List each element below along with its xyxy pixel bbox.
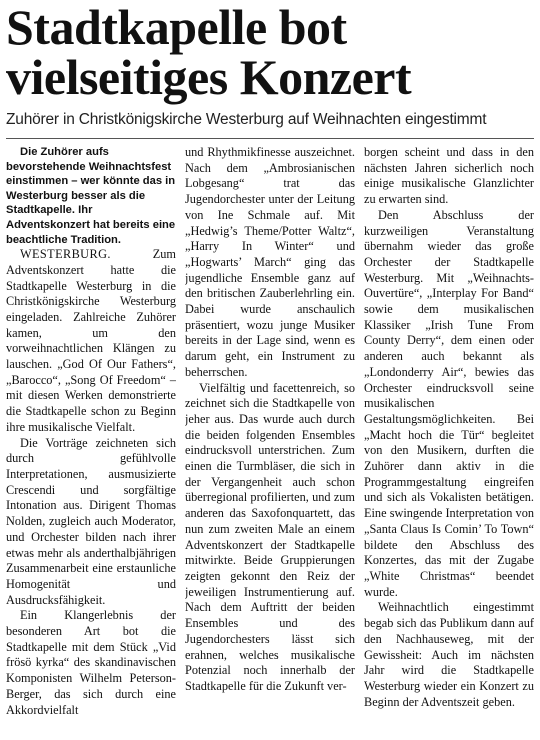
headline-line-1: Stadtkapelle bot [6, 0, 347, 55]
subheadline: Zuhörer in Christkönigskirche Westerburg auf Weihnachten eingestimmt [6, 111, 487, 128]
dateline: WESTERBURG. [20, 247, 111, 262]
paragraph: Den Abschluss der kurzweiligen Veranstaltung übernahm wieder das große Orchester der Stadtkapelle Westerburg. Mit „Weihnachts-Ouvertüre“, „Interplay For Band“ sowie dem musikalischen Klassiker „Irish Tune From County Derry“, dem einen oder anderen auch bekannt als „Londonderry Air“, bewies das Orchester eindrucksvoll seine musikalischen Gestaltungsmöglichkeiten. Bei „Macht hoch die Tür“ begleitet von den Musikern, durften die Zuhörer dann aktiv in die Programmgestaltung eingreifen und sich als Vokalisten betätigen. Eine swingende Interpretation von „Santa Claus Is Comin’ To Town“ bildete den Abschluss des Konzertes, das mit der Zugabe „White Christmas“ beendet wurde. [364, 207, 534, 599]
paragraph-text: Zum Adventskonzert hatte die Stadtkapelle Westerburg in die Christkönigskirche Westerburg eingeladen. Zahlreiche Zuhörer kamen, um den vorweihnachtlichen Klängen zu lauschen. „God Of Our Fathers“, „Barocco“, „Song Of Freedom“ – mit diesen Werken demonstrierte die Stadtkapelle schon zu Beginn ihre musikalische Vielfalt. [6, 247, 176, 434]
column-1 [6, 145, 176, 725]
paragraph: und Rhythmikfinesse auszeichnet. Nach dem „Ambrosianischen Lobgesang“ trat das Jugendorchester unter der Leitung von Ine Schmale auf. Mit „Hedwig’s Theme/Potter Waltz“, „Harry In Winter“ und „Hogwarts’ March“ ging das jugendliche Ensemble ganz auf den britischen Zauberlehrling ein. Dabei wurde anschaulich präsentiert, wozu junge Musiker bereits in der Lage sind, wenn es darum geht, ein Instrument zu beherrschen. [185, 145, 355, 379]
article-body [6, 145, 534, 725]
column-2 [185, 145, 355, 725]
paragraph: Weihnachtlich eingestimmt begab sich das Publikum dann auf den Nachhauseweg, mit der Gewissheit: Auch im nächsten Jahr wird die Stadtkapelle Westerburg wieder ein Konzert zu Beginn der Adventszeit geben. [364, 600, 534, 709]
lead-paragraph: Die Zuhörer aufs bevorstehende Weihnachtsfest einstimmen – wer könnte das in Westerburg besser als die Stadtkapelle. Ihr Adventskonzert hat bereits eine beachtliche Tradition. [6, 146, 176, 246]
paragraph: borgen scheint und dass in den nächsten Jahren sicherlich noch einige musikalische Glanzlichter zu erwarten sind. [364, 145, 534, 207]
paragraph: Vielfältig und facettenreich, so zeichnet sich die Stadtkapelle von jeher aus. Das wurde auch durch die beiden folgenden Ensembles eindrucksvoll unterstrichen. Zum einen die Turmbläser, die sich in der Vergangenheit auch schon überregional profilierten, und zum anderen das Saxofonquartett, das nun zum zweiten Male an einem Adventskonzert der Stadtkapelle mitwirkte. Beide Gruppierungen zeigten gekonnt den Reiz der jeweiligen Instrumentierung auf. Nach dem Auftritt der beiden Ensembles und des Jugendorchesters lässt sich erahnen, welches musikalische Potenzial noch innerhalb der Stadtkapelle für die Zukunft ver- [185, 380, 355, 693]
paragraph: Ein Klangerlebnis der besonderen Art bot die Stadtkapelle mit dem Stück „Vid frösö kyrka“ des skandinavischen Komponisten Wilhelm Peterson-Berger, das sich durch eine Akkordvielfalt [6, 608, 176, 717]
paragraph: Die Vorträge zeichneten sich durch gefühlvolle Interpretationen, ausmusizierte Crescendi und sorgfältige Intonation aus. Dirigent Thomas Nolden, zugleich auch Moderator, und Orchester bilden nach ihrer etwas mehr als anderthalbjährigen Zusammenarbeit eine erstaunliche Homogenität und Ausdrucksfähigkeit. [6, 435, 176, 607]
divider [6, 138, 534, 139]
column-3 [364, 145, 534, 725]
headline [6, 0, 534, 105]
paragraph [6, 247, 176, 435]
headline-line-2: vielseitiges Konzert [6, 49, 412, 105]
